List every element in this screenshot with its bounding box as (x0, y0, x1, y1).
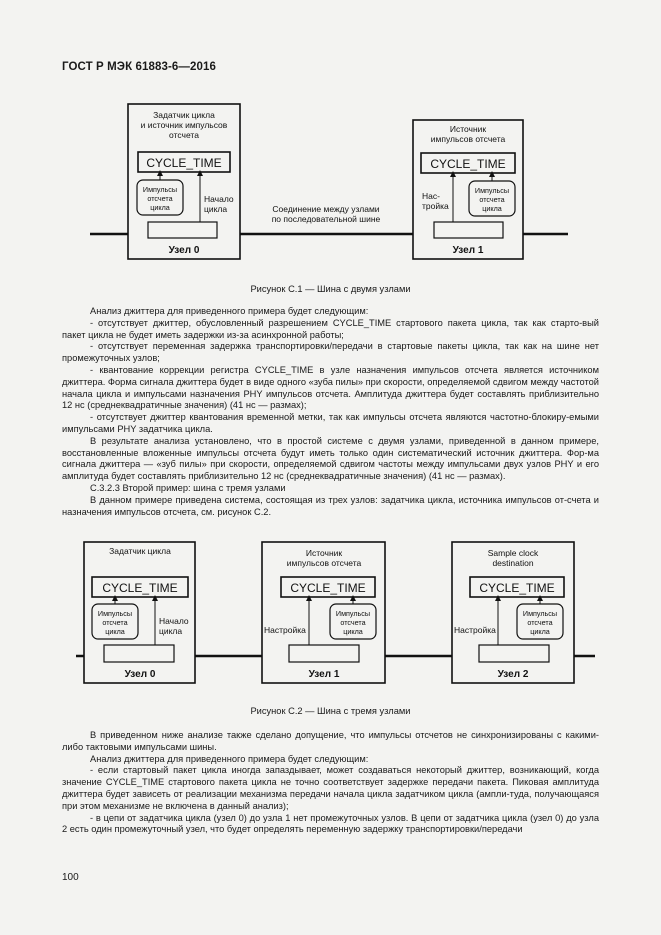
node-name: Узел 1 (452, 245, 484, 256)
node-title-line: Sample clock (487, 548, 539, 558)
node-0 (128, 104, 240, 259)
svg-text:Начало: Начало (159, 616, 189, 626)
node-1 (413, 120, 523, 259)
paragraph: - отсутствует джиттер, обусловленный разрешением CYCLE_TIME стартового пакета цикла, так как старто-вый пакет цикла не будет иметь задержки из-за асинхронной работы; (62, 317, 599, 340)
figure-c2-caption: Рисунок С.2 — Шина с тремя узлами (250, 706, 411, 716)
svg-text:цикла: цикла (150, 203, 170, 212)
figure-c2 (0, 536, 661, 691)
node-title-line: Источник (305, 548, 343, 558)
svg-text:Настройка: Настройка (264, 625, 306, 635)
figure-c1 (0, 96, 661, 271)
svg-text:отсчета: отсчета (479, 195, 505, 204)
text-block-2 (62, 730, 599, 836)
svg-text:цикла: цикла (159, 626, 183, 636)
node-title-line: отсчета (169, 130, 199, 140)
node-title-line: Источник (449, 124, 487, 134)
phy-block (104, 645, 174, 662)
figure-c1-caption: Рисунок С.1 — Шина с двумя узлами (250, 284, 411, 294)
paragraph: В результате анализа установлено, что в простой системе с двумя узлами, приведенной в данном примере, восстановленные вложенные импульсы отсчета будут иметь только один систематический источник джиттера. Фор-ма сигнала джиттера — «зуб пилы» при скорости, определяемой сдвигом частоты между импульсами двух узлов PHY и его амплитуда будет составлять приблизительно 12 нс (среднеквадратичные значения) (41 нс — размах). (62, 435, 599, 482)
svg-text:отсчета: отсчета (527, 618, 553, 627)
svg-text:Импульсы: Импульсы (142, 185, 178, 194)
svg-text:цикла: цикла (204, 204, 228, 214)
register-label: CYCLE_TIME (146, 156, 222, 170)
phy-block (434, 222, 503, 238)
node-2 (452, 542, 574, 683)
svg-text:тройка: тройка (422, 201, 449, 211)
paragraph: В данном примере приведена система, состоящая из трех узлов: задатчика цикла, источника импульсов от-счета и назначения импульсов отсчета, см. рисунок С.2. (62, 494, 599, 517)
svg-text:Начало: Начало (204, 194, 234, 204)
page-number: 100 (62, 872, 79, 883)
register-label: CYCLE_TIME (430, 157, 506, 171)
paragraph: - отсутствует джиттер квантования временной метки, так как импульсы отсчета являются частотно-блокиру-емыми импульсами PHY задатчика цикла. (62, 412, 599, 434)
paragraph: - в цепи от задатчика цикла (узел 0) до узла 1 нет промежуточных узлов. В цепи от задатчика цикла (узел 0) до узла 2 есть один промежуточный узел, что будет определять переменную задержку транспортировки/передачи (62, 812, 599, 835)
paragraph: - отсутствует переменная задержка транспортировки/передачи в стартовые пакеты цикла, так как на шине нет промежуточных узлов; (62, 341, 599, 364)
svg-text:отсчета: отсчета (102, 618, 128, 627)
document-header: ГОСТ Р МЭК 61883-6—2016 (62, 61, 216, 73)
svg-text:Нас-: Нас- (422, 191, 440, 201)
paragraph: - квантование коррекции регистра CYCLE_TIME в узле назначения импульсов отсчета является источником джиттера. Форма сигнала джиттера будет в виде одного «зуба пилы» при скорости, определяемой сдвигом между частотой начала цикла и импульсами назначения PHY импульсов отсчета. Амплитуда джиттера будет составлять приблизительно 12 нс (среднеквадратичные значения) (41 нс — размах); (62, 364, 599, 411)
svg-text:отсчета: отсчета (147, 194, 173, 203)
text-block-1 (62, 306, 599, 518)
phy-block (289, 645, 359, 662)
phy-block (479, 645, 549, 662)
svg-text:отсчета: отсчета (340, 618, 366, 627)
node-title-line: импульсов отсчета (430, 134, 506, 144)
node-title-line: destination (492, 558, 534, 568)
register-label: CYCLE_TIME (102, 581, 178, 595)
node-title-line: импульсов отсчета (286, 558, 362, 568)
svg-text:Импульсы: Импульсы (474, 186, 510, 195)
svg-text:цикла: цикла (482, 204, 502, 213)
node-name: Узел 0 (168, 245, 200, 256)
svg-text:Настройка: Настройка (454, 625, 496, 635)
svg-text:Импульсы: Импульсы (335, 609, 371, 618)
paragraph: - если стартовый пакет цикла иногда запаздывает, может создаваться некоторый джиттер, возникающий, когда значение CYCLE_TIME стартового пакета цикла не точно соответствует задержке передачи пакета. Пиковая амплитуда джиттера будет зависеть от реализации механизма передачи начала цикла задатчиком цикла (ампли-туда, получающаяся при этом механизме не включена в данный анализ); (62, 765, 599, 811)
svg-text:Импульсы: Импульсы (522, 609, 558, 618)
node-name: Узел 1 (308, 669, 340, 680)
node-title-line: Задатчик цикла (109, 546, 171, 556)
node-title-line: и источник импульсов (140, 120, 228, 130)
bus-label: Соединение между узлами (272, 204, 380, 214)
svg-text:цикла: цикла (530, 627, 550, 636)
paragraph: Анализ джиттера для приведенного примера будет следующим: (90, 306, 369, 316)
paragraph: В приведенном ниже анализе также сделано допущение, что импульсы отсчетов не синхронизированы с какими-либо тактовыми импульсами шины. (62, 730, 599, 752)
phy-block (148, 222, 217, 238)
register-label: CYCLE_TIME (290, 581, 366, 595)
svg-text:Импульсы: Импульсы (97, 609, 133, 618)
bus-label: по последовательной шине (271, 214, 381, 224)
node-name: Узел 0 (124, 669, 156, 680)
register-label: CYCLE_TIME (479, 581, 555, 595)
svg-text:цикла: цикла (105, 627, 125, 636)
node-name: Узел 2 (497, 669, 529, 680)
svg-text:цикла: цикла (343, 627, 363, 636)
node-1 (262, 542, 385, 683)
paragraph: Анализ джиттера для приведенного примера будет следующим: (90, 753, 369, 764)
node-0 (84, 542, 195, 683)
node-title-line: Задатчик цикла (153, 110, 215, 120)
section-heading: С.3.2.3 Второй пример: шина с тремя узлами (90, 482, 286, 493)
